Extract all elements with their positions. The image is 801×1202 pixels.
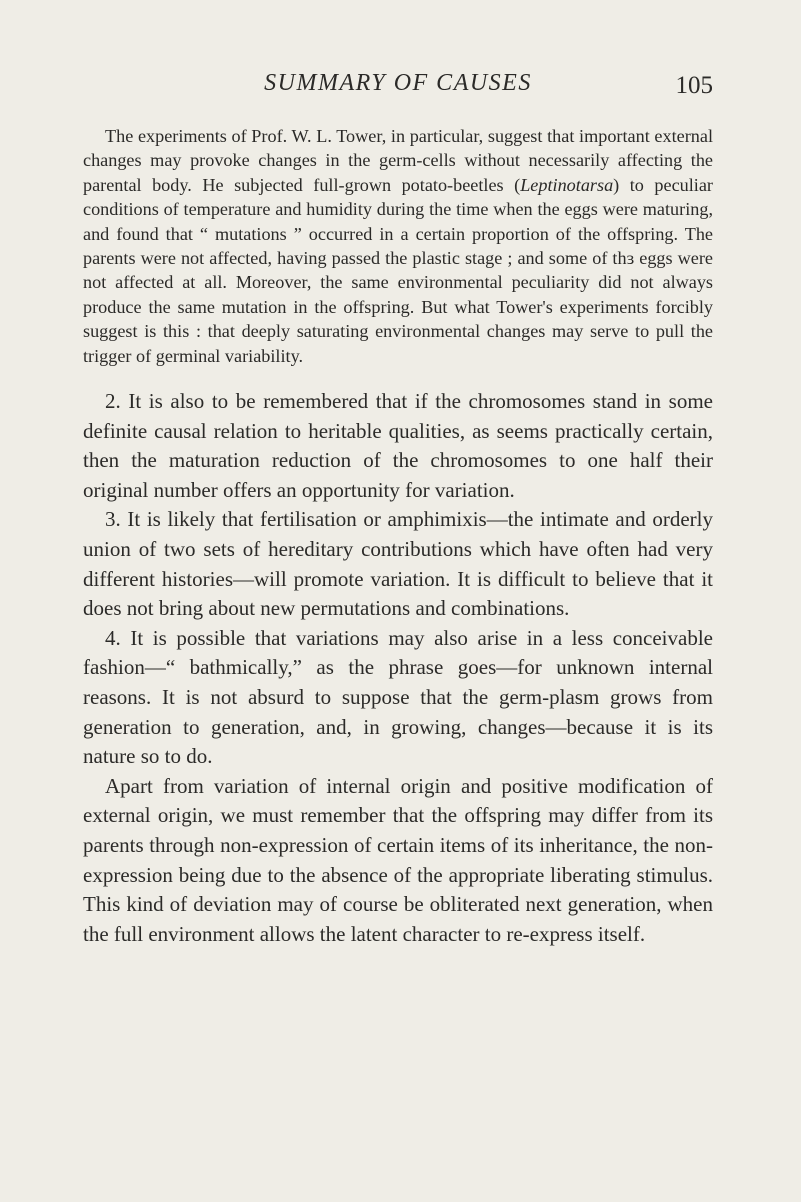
paragraph-chromosomes: 2. It is also to be remembered that if the chromosomes stand in some definite causal relation to heritable qualities, as seems practically certain, then the maturation reduction of the chromosomes to one half their original number offers an opportunity for variation. [83,389,713,502]
running-head [83,70,713,108]
paragraph-tower-experiments [83,124,713,368]
paragraph-text: The experiments of Prof. W. L. Tower, in particular, suggest that important external changes may provoke changes in the germ-cells without necessarily affecting the parental body. He subjected full-grown potato-beetles ( [83,126,713,195]
paragraph-non-expression: Apart from variation of internal origin and positive modification of external origin, we must remember that the offspring may differ from its parents through non-expression of certain items of its inheritance, the non-expression being due to the absence of the appropriate liberating stimulus. This kind of deviation may of course be obliterated next generation, when the full environment allows the latent character to re-express itself. [83,773,713,946]
paragraph-text: ) to peculiar conditions of temperature and humidity during the time when the eggs were maturing, and found that “ mutations ” occurred in a certain proportion of the offspring. The parents were not affected, having passed the plastic stage ; and some of thɜ eggs were not affected at all. Moreover, the same environmental peculiarity did not always produce the same mutation in the offspring. But what Tower's experiments forcibly suggest is this : that deeply saturating environmental changes may serve to pull the trigger of germinal variability. [83,174,713,366]
page-number: 105 [675,72,713,99]
species-name: Leptinotarsa [520,174,614,195]
paragraph-fertilisation: 3. It is likely that fertilisation or amphimixis—the intimate and orderly union of two sets of hereditary contributions which have often had very different histories—will promote variation. It is difficult to believe that it does not bring about new permutations and combinations. [83,507,713,621]
book-page [83,70,713,949]
paragraph-bathmic-variation: 4. It is possible that variations may also arise in a less conceivable fashion—“ bathmically,” as the phrase goes—for unknown internal reasons. It is not absurd to suppose that the germ-plasm grows from generation to generation, and, in growing, changes—because it is its nature so to do. [83,625,713,769]
running-head-title: SUMMARY OF CAUSES [264,70,532,96]
